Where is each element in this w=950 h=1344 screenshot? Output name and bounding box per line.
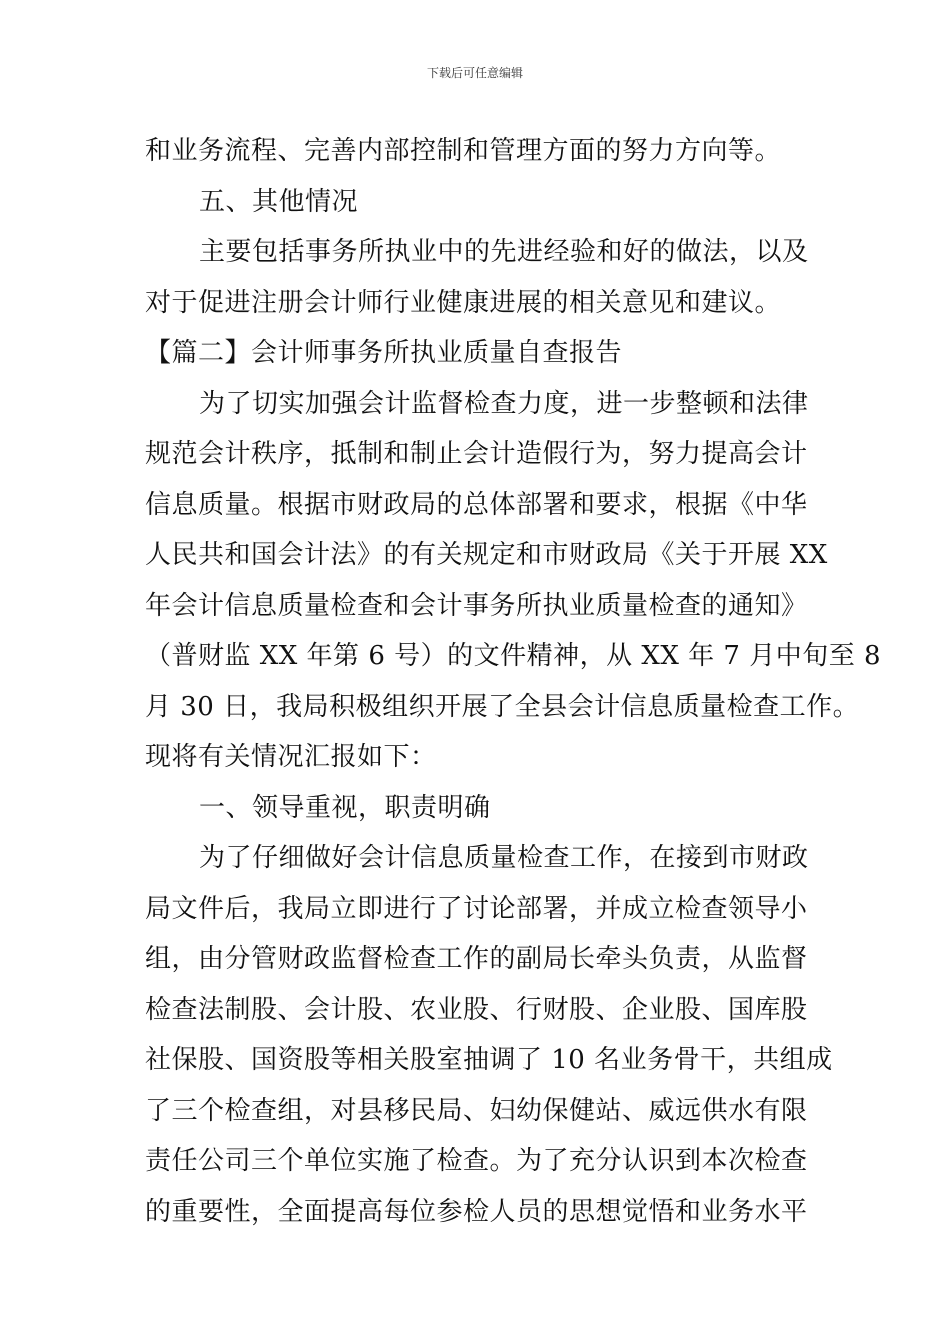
text-line: 现将有关情况汇报如下：	[145, 742, 437, 772]
section-heading: 一、领导重视，职责明确	[199, 792, 491, 823]
text-line: 组，由分管财政监督检查工作的副局长牵头负责，从监督	[145, 944, 808, 974]
text-line: 社保股、国资股等相关股室抽调了 10 名业务骨干，共组成	[145, 1045, 833, 1075]
document-body	[145, 126, 882, 1237]
text-line: 和业务流程、完善内部控制和管理方面的努力方向等。	[145, 136, 782, 166]
text-line: 对于促进注册会计师行业健康进展的相关意见和建议。	[145, 287, 782, 318]
section-heading: 五、其他情况	[199, 186, 359, 217]
text-line: 主要包括事务所执业中的先进经验和好的做法，以及	[199, 237, 809, 267]
text-line: 年会计信息质量检查和会计事务所执业质量检查的通知》	[145, 590, 808, 621]
text-line: 人民共和国会计法》的有关规定和市财政局《关于开展 XX	[145, 540, 828, 570]
page-header: 下载后可任意编辑	[426, 66, 523, 80]
text-line: 月 30 日，我局积极组织开展了全县会计信息质量检查工作。	[145, 691, 860, 722]
text-line: 了三个检查组，对县移民局、妇幼保健站、威远供水有限	[145, 1095, 808, 1126]
text-line: 检查法制股、会计股、农业股、行财股、企业股、国库股	[145, 994, 808, 1025]
text-line: 为了切实加强会计监督检查力度，进一步整顿和法律	[199, 388, 809, 419]
text-line: 规范会计秩序，抵制和制止会计造假行为，努力提高会计	[145, 439, 808, 469]
text-line: 信息质量。根据市财政局的总体部署和要求，根据《中华	[145, 489, 808, 520]
text-line: 为了仔细做好会计信息质量检查工作，在接到市财政	[199, 843, 809, 873]
text-line: 局文件后，我局立即进行了讨论部署，并成立检查领导小	[145, 893, 808, 924]
text-line: （普财监 XX 年第 6 号）的文件精神，从 XX 年 7 月中旬至 8	[145, 641, 882, 671]
article-title: 【篇二】会计师事务所执业质量自查报告	[145, 338, 623, 368]
text-line: 的重要性，全面提高每位参检人员的思想觉悟和业务水平	[145, 1196, 808, 1227]
text-line: 责任公司三个单位实施了检查。为了充分认识到本次检查	[145, 1146, 808, 1176]
